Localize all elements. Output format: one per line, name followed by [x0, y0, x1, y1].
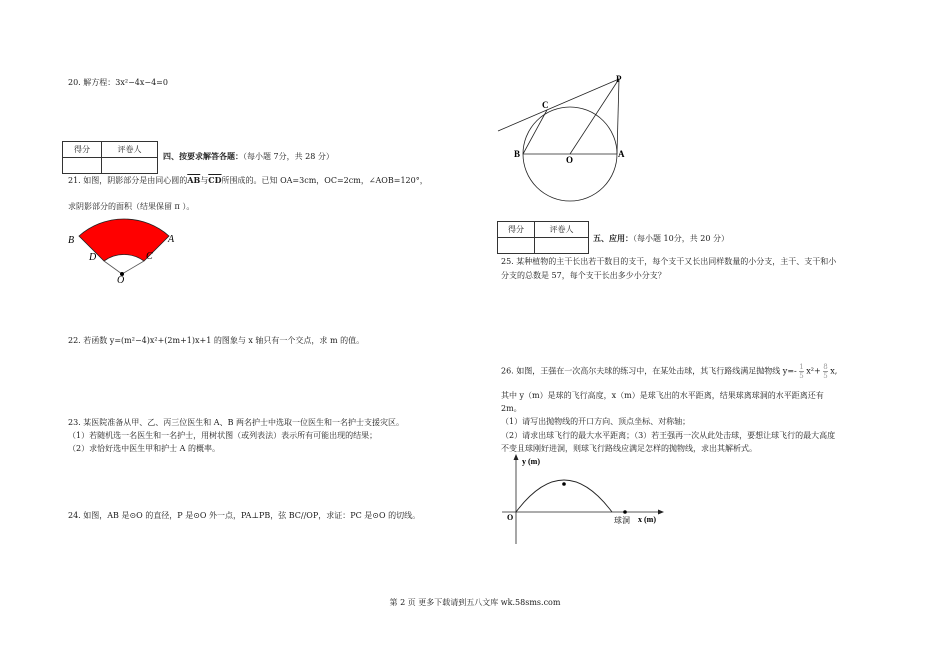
segment-op — [570, 79, 619, 154]
vertex-point — [562, 482, 566, 486]
question-23-line3: （2）求恰好选中医生甲和护士 A 的概率。 — [68, 444, 220, 453]
question-21-line2: 求阴影部分的面积（结果保留 π ）。 — [68, 202, 195, 211]
question-21-line1 — [68, 175, 428, 186]
label-a: A — [618, 149, 625, 159]
x-axis-arrow — [658, 510, 664, 515]
question-24: 24. 如图，AB 是⊙O 的直径，P 是⊙O 外一点，PA⊥PB，弦 BC//OP，求证：PC 是⊙O 的切线。 — [68, 511, 421, 520]
grader-header: 评卷人 — [535, 222, 589, 238]
question-22: 22. 若函数 y=(m²−4)x²+(2m+1)x+1 的图象与 x 轴只有一个交点，求 m 的值。 — [68, 336, 365, 345]
golf-parabola-graph — [498, 452, 668, 548]
score-table-left — [62, 141, 158, 174]
x-axis-label: x (m) — [638, 515, 656, 524]
grader-cell[interactable] — [102, 158, 158, 174]
hole-point — [623, 510, 627, 514]
section-4-heading — [163, 151, 334, 162]
q26-text-end: x, — [830, 366, 838, 376]
grader-cell[interactable] — [535, 238, 589, 254]
label-c: C — [146, 251, 153, 262]
question-26-line2: 其中 y（m）是球的飞行高度，x（m）是球飞出的水平距离，结果球离球洞的水平距离还有 — [501, 391, 824, 400]
label-o: O — [117, 275, 125, 286]
tangent-line-pc — [498, 79, 619, 131]
question-23-line2: （1）若随机选一名医生和一名护士，用树状图（或列表法）表示所有可能出现的结果； — [68, 431, 378, 440]
label-o: O — [566, 155, 574, 165]
question-25-line1: 25. 某种植物的主干长出若干数目的支干，每个支干又长出同样数量的小分支，主干、支干和小 — [501, 257, 837, 266]
y-axis-label: y (m) — [522, 457, 540, 466]
label-p: P — [616, 74, 622, 84]
origin-label: O — [507, 513, 514, 522]
label-a: A — [168, 234, 175, 245]
segment-pa — [617, 79, 619, 154]
question-20: 20. 解方程：3x²−4x−4=0 — [68, 78, 168, 87]
q21-text-c: 所围成的。已知 OA=3cm，OC=2cm，∠AOB=120°， — [221, 176, 428, 185]
arc-cd-label: $\overline{CD}$ — [208, 175, 222, 185]
question-26-line5: （2）请求出球飞行的最大水平距离；（3）若王强再一次从此处击球，要想让球飞行的最大高度 — [501, 431, 836, 440]
section-4-note: （每小题 7分，共 28 分） — [243, 152, 334, 161]
y-axis-arrow — [514, 454, 519, 460]
radius-od — [104, 261, 122, 274]
section-5-heading — [593, 233, 729, 244]
fraction-eight-fifths: $\frac{8}{5}$ — [823, 363, 828, 380]
q26-text-a: 26. 如图，王强在一次高尔夫球的练习中，在某处击球，其飞行路线满足抛物线 y=- — [501, 366, 797, 376]
sector-figure — [60, 214, 190, 286]
fraction-one-fifth: $\frac{1}{5}$ — [799, 363, 804, 380]
question-26-line6: 不变且球刚好进洞，则球飞行路线应满足怎样的抛物线，求出其解析式。 — [501, 444, 757, 453]
label-b: B — [68, 235, 75, 246]
grader-header: 评卷人 — [102, 142, 158, 158]
question-26-line4: （1）请写出抛物线的开口方向、顶点坐标、对称轴； — [501, 417, 691, 426]
q21-text-a: 21. 如图，阴影部分是由同心圆的 — [68, 176, 188, 185]
label-b: B — [514, 149, 521, 159]
chord-bc — [523, 110, 547, 154]
question-26-line3: 2m。 — [501, 404, 522, 413]
section-5-note: （每小题 10分，共 20 分） — [633, 234, 729, 243]
circle-tangent-figure — [495, 72, 640, 207]
score-header: 得分 — [498, 222, 535, 238]
radius-oc — [122, 261, 144, 274]
q26-text-mid: x²+ — [806, 366, 821, 376]
score-cell[interactable] — [63, 158, 102, 174]
hole-label: 球洞 — [614, 516, 630, 525]
score-table-right — [497, 221, 589, 254]
question-25-line2: 分支的总数是 57，每个支干长出多少小分支？ — [501, 271, 666, 280]
arc-ab-label: $\overline{AB}$ — [187, 175, 201, 185]
section-5-title: 五、应用： — [593, 233, 633, 243]
question-26-line1 — [501, 363, 837, 380]
label-c: C — [542, 100, 549, 110]
q21-text-b: 与 — [200, 176, 209, 185]
label-d: D — [89, 252, 97, 263]
section-4-title: 四、按要求解答各题： — [163, 151, 243, 161]
page-footer: 第 2 页 更多下载请到五八文库 wk.58sms.com — [389, 598, 561, 607]
score-header: 得分 — [63, 142, 102, 158]
score-cell[interactable] — [498, 238, 535, 254]
question-23-line1: 23. 某医院准备从甲、乙、丙三位医生和 A、B 两名护士中选取一位医生和一名护士支援灾区。 — [68, 418, 405, 427]
